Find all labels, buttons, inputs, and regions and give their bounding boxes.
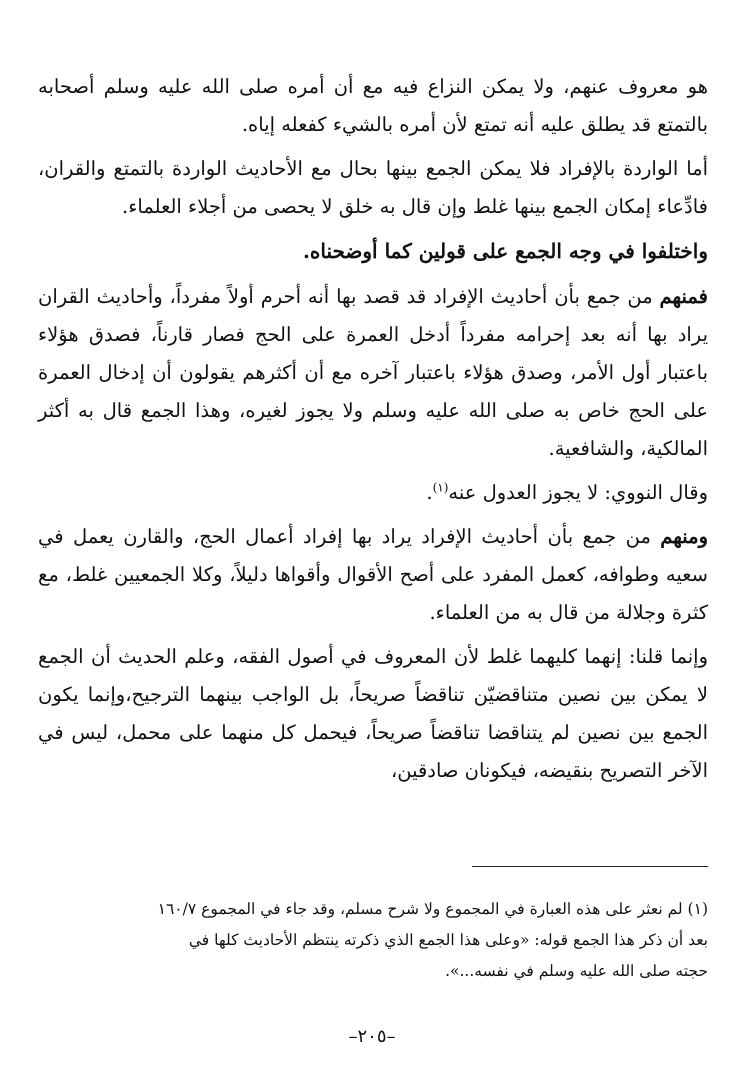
footnote-line: (١) لم نعثر على هذه العبارة في المجموع ولا شرح مسلم، وقد جاء في المجموع ١٦٠/٧	[157, 900, 708, 918]
paragraph-continued: هو معروف عنهم، ولا يمكن النزاع فيه مع أن أمره صلى الله عليه وسلم أصحابه بالتمتع قد يطلق عليه أنه تمتع لأن أمره بالشيء كفعله إياه.	[38, 75, 708, 136]
section-heading: واختلفوا في وجه الجمع على قولين كما أوضحناه.	[302, 239, 708, 263]
footnote-divider	[472, 866, 708, 867]
nawawi-end: .	[426, 481, 433, 504]
nawawi-text: وقال النووي: لا يجوز العدول عنه	[448, 481, 708, 504]
paragraph-second-opinion	[38, 518, 708, 632]
main-text	[38, 68, 708, 796]
paragraph-first-opinion	[38, 278, 708, 468]
paragraph-reasoning: وإنما قلنا: إنهما كليهما غلط لأن المعروف في أصول الفقه، وعلم الحديث أن الجمع لا يمكن بين نصين متناقضيّن تناقضاً صريحاً، بل الواجب بينهما الترجيح،وإنما يكون الجمع بين نصين لم يتناقضا تناقضاً صريحاً، فيحمل كل منهما على محمل، ليس في الآخر التصريح بنقيضه، فيكونان صادقين،	[38, 645, 708, 782]
lead-word-second: ومنهم	[660, 525, 708, 548]
footnote	[38, 894, 708, 987]
second-opinion-text: من جمع بأن أحاديث الإفراد يراد بها إفراد أعمال الحج، والقارن يعمل في سعيه وطوافه، كعمل المفرد على أصح الأقوال وأقواها دليلاً، وكلا الجمعيين غلط، مع كثرة وجلالة من قال به من العلماء.	[38, 525, 708, 624]
lead-word-first: فمنهم	[659, 285, 708, 308]
footnote-reference[interactable]: (١)	[432, 480, 449, 495]
first-opinion-text: من جمع بأن أحاديث الإفراد قد قصد بها أنه أحرم أولاً مفرداً، وأحاديث القران يراد بها أنه بعد إحرامه مفرداً أدخل العمرة على الحج فصار قارناً، فصدق هؤلاء باعتبار أول الأمر، وصدق هؤلاء باعتبار آخره مع أن أكثرهم يقولون أن إدخال العمرة على الحج خاص به صلى الله عليه وسلم ولا يجوز لغيره، وهذا الجمع قال به أكثر المالكية، والشافعية.	[38, 285, 708, 460]
footnote-line: حجته صلى الله عليه وسلم في نفسه...».	[445, 962, 708, 980]
page-number: –٢٠٥–	[348, 1026, 396, 1047]
footnote-line: بعد أن ذكر هذا الجمع قوله: «وعلى هذا الجمع الذي ذكرته ينتظم الأحاديث كلها في	[188, 931, 708, 949]
paragraph-ifrad: أما الواردة بالإفراد فلا يمكن الجمع بينها بحال مع الأحاديث الواردة بالتمتع والقران، فادِّعاء إمكان الجمع بينها غلط وإن قال به خلق لا يحصى من أجلاء العلماء.	[38, 157, 708, 218]
paragraph-nawawi	[38, 474, 708, 512]
